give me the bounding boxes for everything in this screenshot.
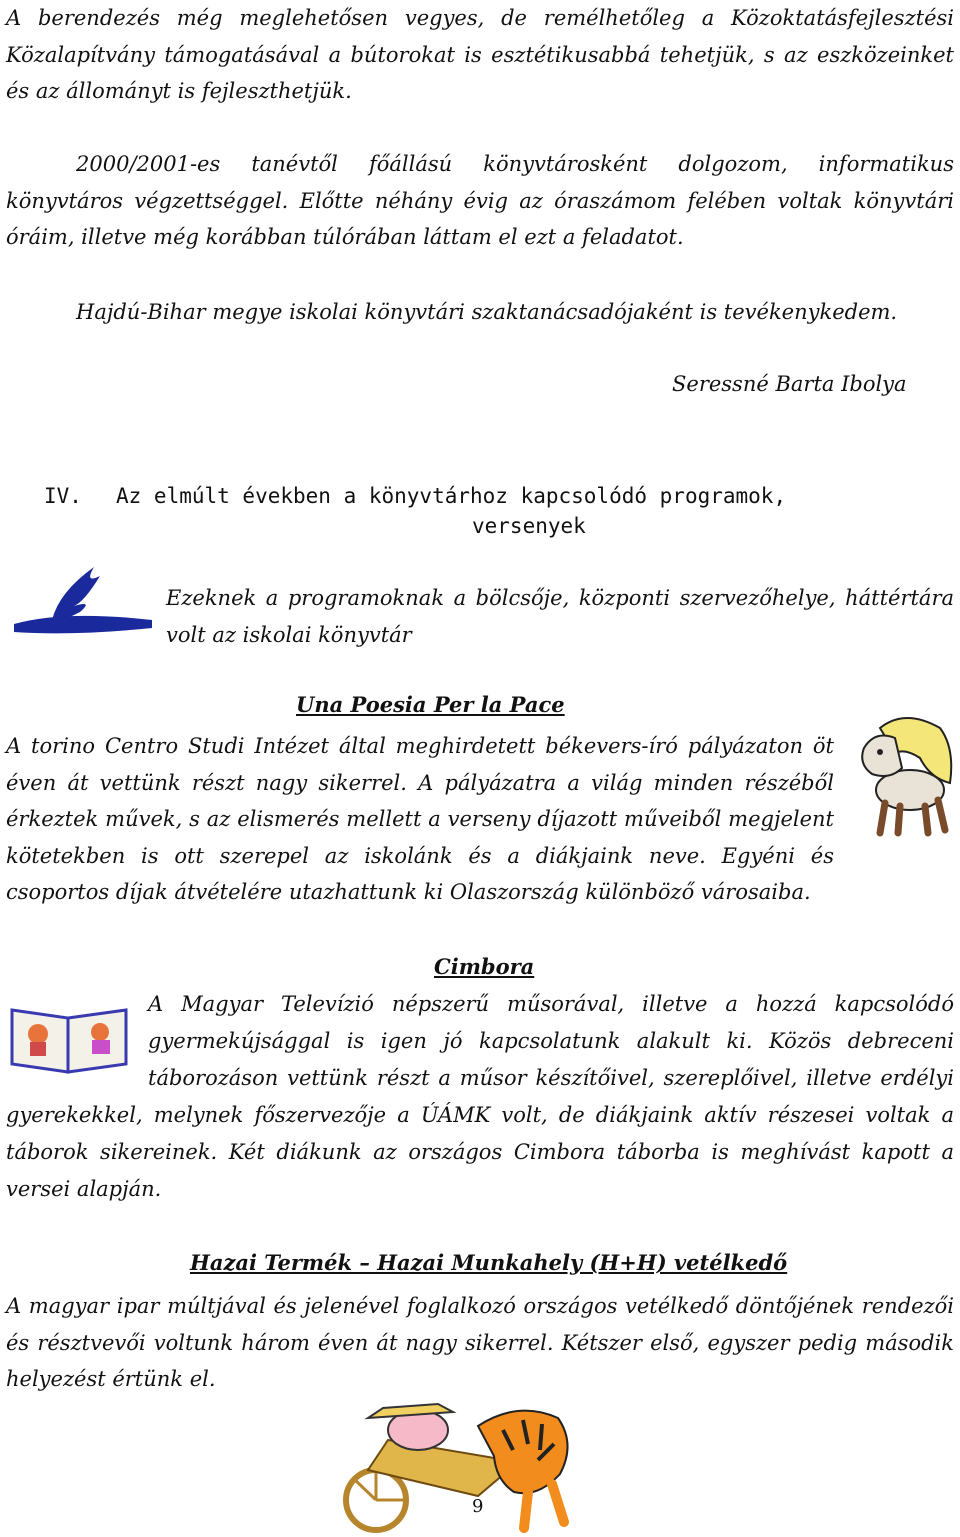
intro-paragraph-1: A berendezés még meglehetősen vegyes, de remélhetőleg a Közoktatásfejlesztési Közalapítvány támogatásával a bútorokat is esztétikusabbá tehetjük, s az eszközeinket és az állományt is fejleszthetjük.	[6, 6, 954, 103]
program-text-hh: A magyar ipar múltjával és jelenével foglalkozó országos vetélkedő döntőjének rendezői és résztvevői voltunk három éven át nagy sikerrel. Kétszer első, egyszer pedig második helyezést értünk el.	[6, 1294, 954, 1391]
program-text-cimbora-body: A Magyar Televízió népszerű műsorával, illetve a hozzá kapcsolódó gyermekújsággal is igen jó kapcsolatunk alakult ki. Közös debreceni táborozáson vettünk részt a műsor készítőivel, szereplőivel, illetve erdélyi gyerekekkel, melynek főszervezője a ÚÁMK volt, de diákjaink aktív részesei voltak a táborok sikereinek. Két diákunk az országos Cimbora táborba is meghívást kapott a versei alapján.	[6, 992, 954, 1201]
program-text-una-poesia: A torino Centro Studi Intézet által meghirdetett békevers-író pályázaton öt éven át vettünk részt nagy sikerrel. A pályázatra a világ minden részéből érkeztek művek, s az elismerés mellett a verseny díjazott műveiből megjelent kötetekben is ott szerepel az iskolánk és a diákjaink neve. Egyéni és csoportos díjak átvételére utazhattunk ki Olaszország különböző városaiba.	[6, 734, 834, 904]
signature: Seressné Barta Ibolya	[672, 372, 907, 396]
intro-paragraph-2: 2000/2001-es tanévtől főállású könyvtárosként dolgozom, informatikus könyvtáros végzettséggel. Előtte néhány évig az óraszámom felében voltak könyvtári óráim, illetve még korábban túlórában láttam el ezt a feladatot.	[6, 152, 954, 249]
program-title-cimbora: Cimbora	[434, 954, 535, 979]
section-number: IV.	[44, 484, 82, 508]
quill-logo-icon	[4, 562, 154, 642]
program-title-hh: Hazai Termék – Hazai Munkahely (H+H) vetélkedő	[190, 1250, 788, 1275]
pony-clipart-icon	[850, 708, 960, 838]
section-intro: Ezeknek a programoknak a bölcsője, központi szervezőhelye, háttértára volt az iskolai könyvtár	[166, 586, 954, 647]
section-title-line-1: Az elmúlt években a könyvtárhoz kapcsolódó programok,	[116, 484, 787, 508]
section-title-line-2: versenyek	[472, 514, 586, 538]
intro-paragraph-3: Hajdú-Bihar megye iskolai könyvtári szaktanácsadójaként is tevékenykedem.	[76, 300, 898, 324]
tigger-piglet-wheelbarrow-icon	[328, 1400, 588, 1535]
page-number: 9	[472, 1496, 484, 1517]
program-text-cimbora	[6, 986, 954, 1208]
program-title-una-poesia: Una Poesia Per la Pace	[296, 692, 565, 717]
